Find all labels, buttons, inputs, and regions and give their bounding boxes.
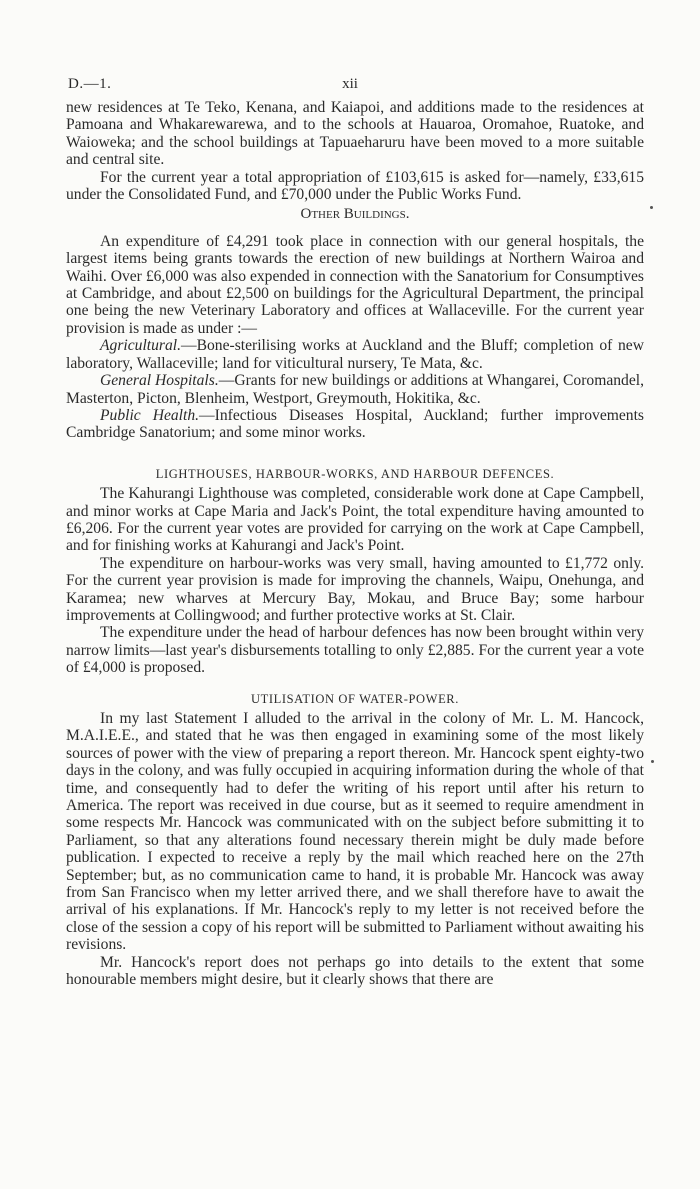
section-heading-lighthouses: LIGHTHOUSES, HARBOUR-WORKS, AND HARBOUR DEFENCES. <box>155 466 555 481</box>
item-text: —Grants for new buildings or additions at Whangarei, Coromandel, Masterton, Picton, Blenheim, Westport, Greymouth, Hokitika, &c. <box>66 372 644 407</box>
paragraph: In my last Statement I alluded to the arrival in the colony of Mr. L. M. Hancock, M.A.I.E.E., and stated that he was then engaged in examining some of the most likely sources of power with the view of preparing a report thereon. Mr. Hancock spent eighty-two days in the colony, and was fully occupied in acquiring information during the whole of that time, and consequently had to defer the writing of his report until after his return to America. The report was received in due course, but as it seemed to require amendment in some respects Mr. Hancock was communicated with on the subject before submitting it to Parliament, so that any alterations found necessary therein might be duly made before publication. I expected to receive a reply by the mail which reached here on the 27th September; but, as no communication came to hand, it is probable Mr. Hancock was away from San Francisco when my letter arrived there, and we shall therefore have to await the arrival of his explanations. If Mr. Hancock's reply to my letter is not received before the close of the session a copy of his report will be submitted to Parliament without awaiting his revisions. <box>66 710 644 954</box>
list-item <box>66 372 644 407</box>
section-heading-other-buildings: Other Buildings. <box>300 206 410 223</box>
section-heading-water-power: UTILISATION OF WATER-POWER. <box>251 691 459 706</box>
paragraph: An expenditure of £4,291 took place in connection with our general hospitals, the largest items being grants towards the erection of new buildings at Northern Wairoa and Waihi. Over £6,000 was also expended in connection with the Sanatorium for Consumptives at Cambridge, and about £2,500 on buildings for the Agricultural Department, the principal one being the new Veterinary Laboratory and offices at Wallaceville. For the current year provision is made as under :— <box>66 232 644 337</box>
item-label: Public Health. <box>100 406 200 424</box>
list-item <box>66 337 644 372</box>
document-reference: D.—1. <box>68 76 112 92</box>
item-text: —Infectious Diseases Hospital, Auckland; further improvements Cambridge Sanatorium; and some minor works. <box>66 406 644 442</box>
margin-speck <box>651 760 654 763</box>
paragraph: Mr. Hancock's report does not perhaps go into details to the extent that some honourable members might desire, but it clearly shows that there are <box>66 953 644 989</box>
paragraph: new residences at Te Teko, Kenana, and Kaiapoi, and additions made to the residences at Pamoana and Whakarewarewa, and to the schools at Hauaroa, Oromahoe, Ruatoke, and Waioweka; and the school buildings at Tapuaeharuru have been moved to a more suitable and central site. <box>66 99 644 169</box>
item-label: General Hospitals. <box>100 372 219 390</box>
paragraph: The expenditure under the head of harbour defences has now been brought within very narrow limits—last year's disbursements totalling to only £2,885. For the current year a vote of £4,000 is proposed. <box>66 624 644 677</box>
margin-speck <box>650 206 653 209</box>
list-item <box>66 407 644 442</box>
page-number: xii <box>342 76 358 92</box>
item-label: Agricultural. <box>100 337 181 355</box>
paragraph: For the current year a total appropriation of £103,615 is asked for—namely, £33,615 under the Consolidated Fund, and £70,000 under the Public Works Fund. <box>66 168 644 204</box>
document-body <box>66 99 644 989</box>
item-text: —Bone-sterilising works at Auckland and the Bluff; completion of new laboratory, Wallaceville; land for viticultural nursery, Te Mata, &c. <box>66 337 644 372</box>
paragraph: The expenditure on harbour-works was very small, having amounted to £1,772 only. For the current year provision is made for improving the channels, Waipu, Onehunga, and Karamea; new wharves at Mercury Bay, Mokau, and Bruce Bay; some harbour improvements at Collingwood; and further protective works at St. Clair. <box>66 554 644 624</box>
paragraph: The Kahurangi Lighthouse was completed, considerable work done at Cape Campbell, and minor works at Cape Maria and Jack's Point, the total expenditure having amounted to £6,206. For the current year votes are provided for carrying on the work at Cape Campbell, and for finishing works at Kahurangi and Jack's Point. <box>66 485 644 555</box>
